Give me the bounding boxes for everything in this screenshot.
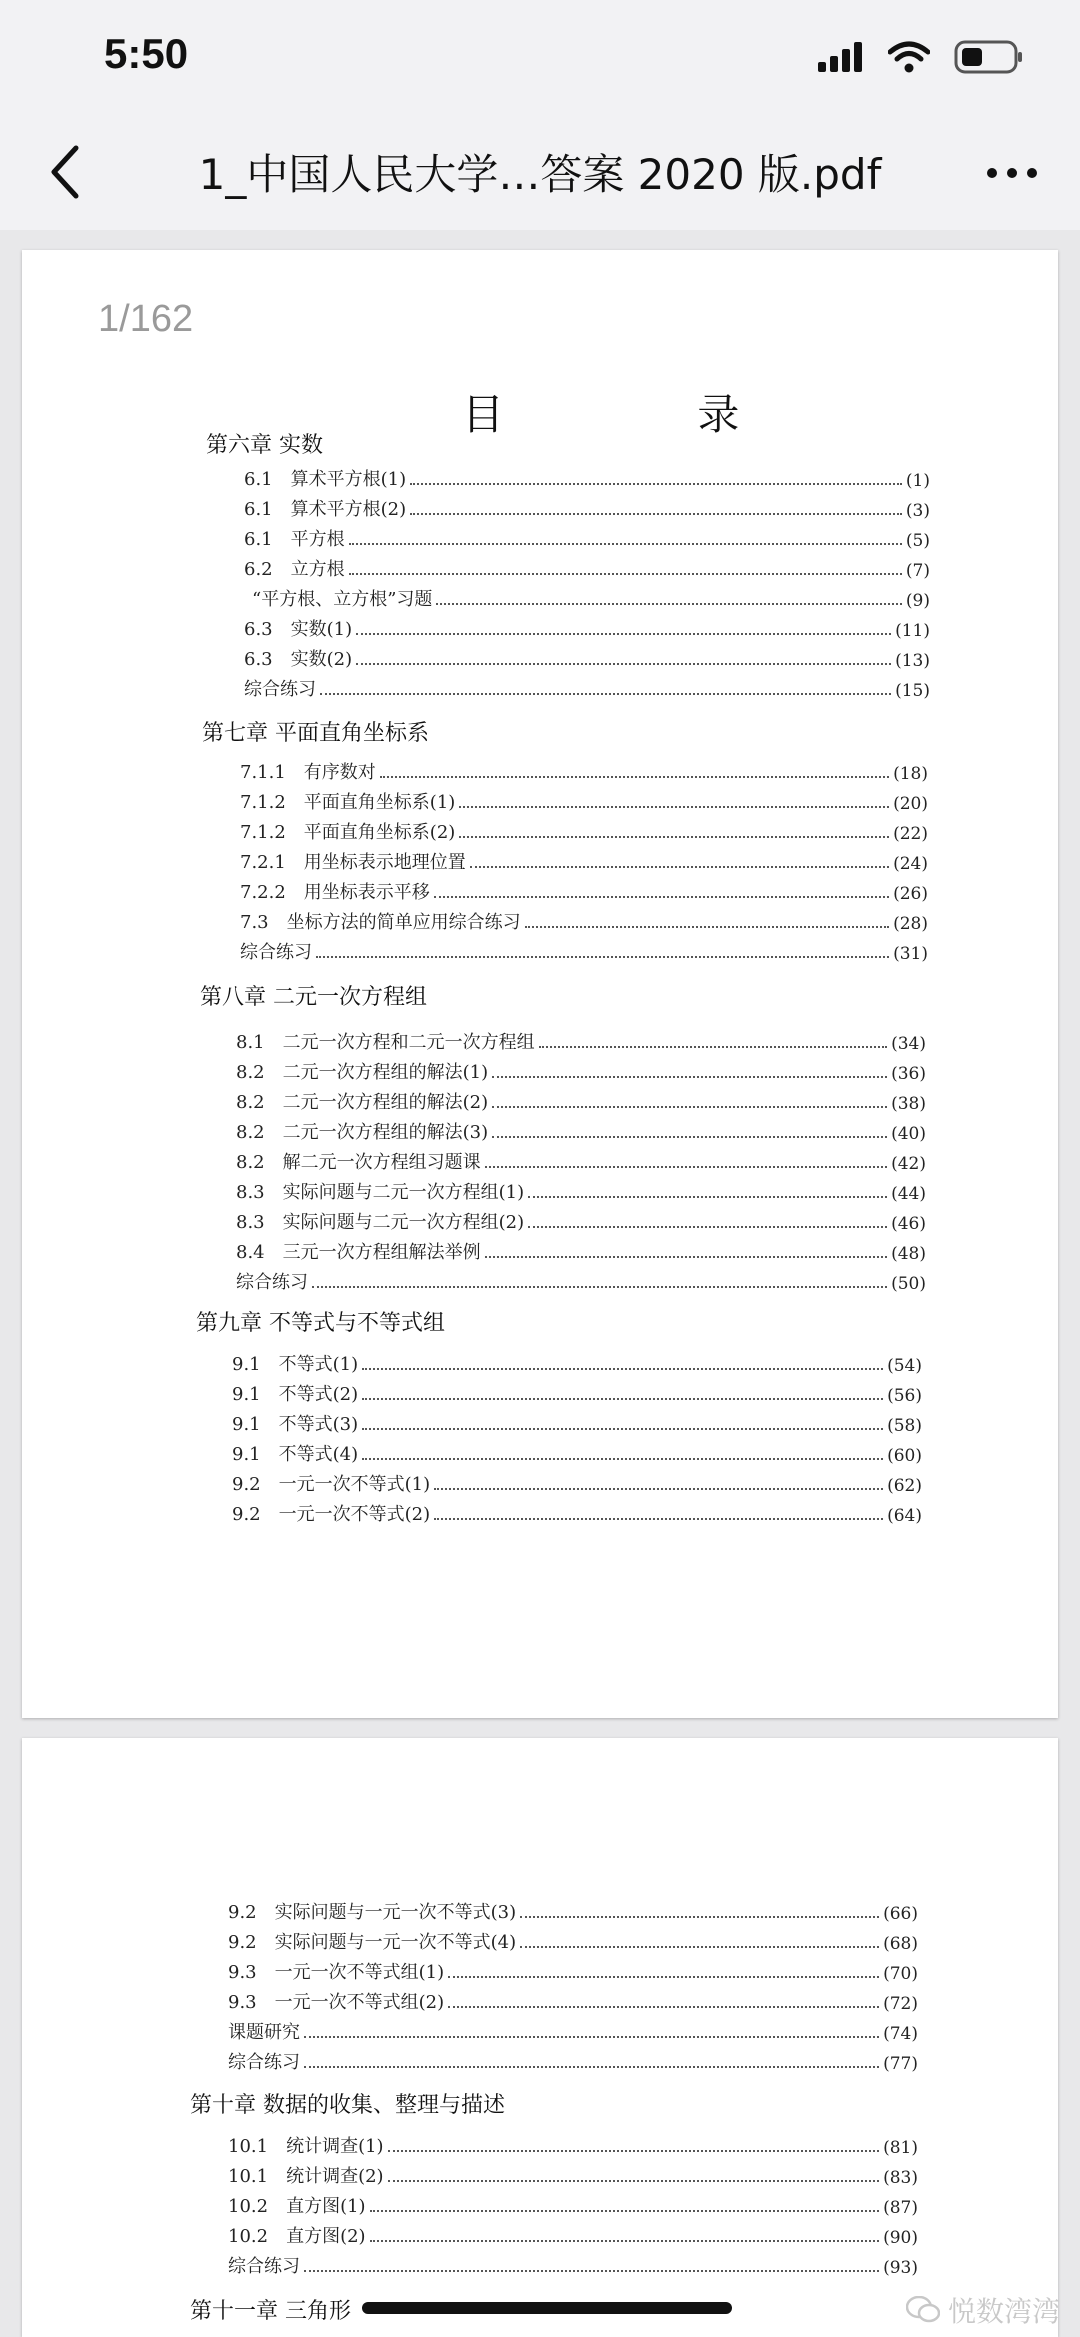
toc-entry-label: 9.1 不等式(3) <box>232 1414 359 1435</box>
toc-entry-page: (7) <box>905 561 930 581</box>
toc-entry-label: 8.3 实际问题与二元一次方程组(1) <box>236 1182 525 1203</box>
toc-entry[interactable] <box>240 878 928 904</box>
leader-dots <box>436 602 902 605</box>
leader-dots <box>316 955 889 958</box>
toc-entry[interactable] <box>228 2018 918 2044</box>
leader-dots <box>410 512 902 515</box>
toc-entry-label: 6.2 立方根 <box>244 559 345 580</box>
toc-entry-label: 综合练习 <box>236 1272 308 1293</box>
toc-entry[interactable] <box>228 2162 918 2188</box>
leader-dots <box>362 1367 883 1370</box>
back-chevron-icon[interactable] <box>40 140 96 204</box>
leader-dots <box>349 572 902 575</box>
toc-entry-label: 6.1 平方根 <box>244 529 345 550</box>
toc-entry-label: 8.2 二元一次方程组的解法(3) <box>236 1122 489 1143</box>
toc-entry[interactable] <box>240 818 928 844</box>
leader-dots <box>459 835 889 838</box>
leader-dots <box>370 2239 880 2242</box>
toc-entry-label: 8.1 二元一次方程和二元一次方程组 <box>236 1032 535 1053</box>
toc-entry-label: 10.2 直方图(1) <box>228 2196 366 2217</box>
toc-entry[interactable] <box>228 2192 918 2218</box>
toc-entry-page: (87) <box>883 2198 918 2218</box>
toc-entry[interactable] <box>244 525 930 551</box>
toc-entry[interactable] <box>232 1410 922 1436</box>
toc-entry-page: (34) <box>891 1034 926 1054</box>
toc-entry-label: 8.3 实际问题与二元一次方程组(2) <box>236 1212 525 1233</box>
battery-icon <box>954 40 1024 74</box>
toc-entry-page: (68) <box>883 1934 918 1954</box>
leader-dots <box>349 542 902 545</box>
toc-entry-label: 7.3 坐标方法的简单应用综合练习 <box>240 912 521 933</box>
toc-entry[interactable] <box>244 555 930 581</box>
toc-entry-page: (74) <box>883 2024 918 2044</box>
toc-entry-label: “平方根、立方根”习题 <box>252 589 433 610</box>
toc-entry-label: 7.1.2 平面直角坐标系(2) <box>240 822 456 843</box>
toc-entry-label: 课题研究 <box>228 2022 300 2043</box>
toc-entry-label: 8.2 二元一次方程组的解法(1) <box>236 1062 489 1083</box>
toc-entry-page: (72) <box>883 1994 918 2014</box>
leader-dots <box>492 1075 887 1078</box>
status-icons <box>818 40 1024 74</box>
toc-entry[interactable] <box>236 1268 926 1294</box>
toc-entry-page: (28) <box>893 914 928 934</box>
toc-entry-label: 9.2 一元一次不等式(2) <box>232 1504 431 1525</box>
toc-entry-label: 7.1.1 有序数对 <box>240 762 376 783</box>
toc-entry-page: (58) <box>887 1416 922 1436</box>
pdf-page-2[interactable] <box>22 1738 1058 2337</box>
toc-entry-page: (60) <box>887 1446 922 1466</box>
toc-entry-page: (93) <box>883 2258 918 2278</box>
toc-entry-label: 6.1 算术平方根(1) <box>244 469 407 490</box>
toc-entry[interactable] <box>232 1380 922 1406</box>
toc-entry-page: (54) <box>887 1356 922 1376</box>
toc-entry-label: 9.1 不等式(2) <box>232 1384 359 1405</box>
leader-dots <box>312 1285 887 1288</box>
toc-entry[interactable] <box>244 615 930 641</box>
leader-dots <box>520 1945 879 1948</box>
toc-entry[interactable] <box>244 495 930 521</box>
toc-entry-page: (46) <box>891 1214 926 1234</box>
toc-entry[interactable] <box>228 1988 918 2014</box>
toc-entry[interactable] <box>244 645 930 671</box>
toc-entry-page: (48) <box>891 1244 926 1264</box>
toc-entry[interactable] <box>232 1470 922 1496</box>
leader-dots <box>370 2209 880 2212</box>
leader-dots <box>356 632 891 635</box>
toc-entry-label: 10.1 统计调查(2) <box>228 2166 384 2187</box>
toc-entry[interactable] <box>236 1238 926 1264</box>
toc-entry-label: 9.3 一元一次不等式组(1) <box>228 1962 445 1983</box>
toc-entry-page: (90) <box>883 2228 918 2248</box>
toc-entry-label: 9.2 一元一次不等式(1) <box>232 1474 431 1495</box>
toc-entry[interactable] <box>236 1148 926 1174</box>
leader-dots <box>528 1195 887 1198</box>
chapter-title: 第十一章 三角形 <box>190 2299 351 2324</box>
toc-entry-label: 7.1.2 平面直角坐标系(1) <box>240 792 456 813</box>
toc-entry-label: 9.2 实际问题与一元一次不等式(4) <box>228 1932 517 1953</box>
toc-entry-label: 9.2 实际问题与一元一次不等式(3) <box>228 1902 517 1923</box>
toc-entry[interactable] <box>228 2048 918 2074</box>
toc-entry-page: (26) <box>893 884 928 904</box>
toc-entry-label: 10.1 统计调查(1) <box>228 2136 384 2157</box>
toc-entry[interactable] <box>232 1440 922 1466</box>
toc-entry-label: 8.4 三元一次方程组解法举例 <box>236 1242 481 1263</box>
wifi-icon <box>888 41 930 73</box>
toc-entry-label: 综合练习 <box>228 2256 300 2277</box>
document-title: 1_中国人民大学…答案 2020 版.pdf <box>198 150 882 199</box>
leader-dots <box>492 1105 887 1108</box>
leader-dots <box>520 1915 879 1918</box>
toc-entry[interactable] <box>236 1028 926 1054</box>
wechat-icon <box>906 2296 940 2324</box>
toc-entry-page: (18) <box>893 764 928 784</box>
toc-entry-label: 9.3 一元一次不等式组(2) <box>228 1992 445 2013</box>
toc-entry-page: (5) <box>905 531 930 551</box>
leader-dots <box>388 2149 880 2152</box>
toc-entry[interactable] <box>236 1208 926 1234</box>
toc-entry-label: 6.1 算术平方根(2) <box>244 499 407 520</box>
toc-entry[interactable] <box>236 1088 926 1114</box>
toc-entry-label: 7.2.2 用坐标表示平移 <box>240 882 430 903</box>
leader-dots <box>528 1225 887 1228</box>
toc-entry-label: 综合练习 <box>240 942 312 963</box>
leader-dots <box>304 2065 879 2068</box>
leader-dots <box>485 1255 887 1258</box>
watermark <box>906 2290 1060 2330</box>
leader-dots <box>448 2005 879 2008</box>
watermark-text: 悦数湾湾 <box>947 2295 1060 2328</box>
leader-dots <box>485 1165 887 1168</box>
toc-entry-page: (66) <box>883 1904 918 1924</box>
status-bar <box>0 0 1080 118</box>
more-options-icon[interactable] <box>982 148 1042 198</box>
nav-bar <box>0 118 1080 230</box>
leader-dots <box>434 1517 883 1520</box>
pdf-page-1[interactable] <box>22 250 1058 1718</box>
chapter-title: 第九章 不等式与不等式组 <box>196 1311 445 1336</box>
leader-dots <box>304 2035 879 2038</box>
toc-entry-page: (70) <box>883 1964 918 1984</box>
toc-entry[interactable] <box>228 1898 918 1924</box>
toc-entry-page: (77) <box>883 2054 918 2074</box>
toc-entry-page: (15) <box>895 681 930 701</box>
toc-entry[interactable] <box>240 788 928 814</box>
toc-entry-label: 9.1 不等式(1) <box>232 1354 359 1375</box>
home-indicator[interactable] <box>362 2302 732 2314</box>
leader-dots <box>434 895 889 898</box>
toc-entry-page: (64) <box>887 1506 922 1526</box>
toc-entry-page: (62) <box>887 1476 922 1496</box>
leader-dots <box>304 2269 879 2272</box>
toc-entry-label: 6.3 实数(1) <box>244 619 353 640</box>
leader-dots <box>470 865 889 868</box>
cellular-signal-icon <box>818 42 864 72</box>
toc-entry-page: (3) <box>905 501 930 521</box>
toc-entry-page: (20) <box>893 794 928 814</box>
toc-entry-label: 10.2 直方图(2) <box>228 2226 366 2247</box>
leader-dots <box>362 1457 883 1460</box>
toc-entry-label: 8.2 解二元一次方程组习题课 <box>236 1152 481 1173</box>
toc-entry-label: 综合练习 <box>244 679 316 700</box>
toc-entry[interactable] <box>228 1928 918 1954</box>
page-indicator: 1/162 <box>98 298 194 340</box>
toc-entry-page: (42) <box>891 1154 926 1174</box>
toc-entry[interactable] <box>228 2222 918 2248</box>
leader-dots <box>459 805 889 808</box>
toc-entry[interactable] <box>240 848 928 874</box>
status-time: 5:50 <box>104 30 189 77</box>
leader-dots <box>492 1135 887 1138</box>
leader-dots <box>356 662 891 665</box>
toc-entry[interactable] <box>244 465 930 491</box>
leader-dots <box>362 1397 883 1400</box>
toc-entry[interactable] <box>240 938 928 964</box>
toc-entry[interactable] <box>228 2132 918 2158</box>
toc-entry-label: 7.2.1 用坐标表示地理位置 <box>240 852 466 873</box>
toc-entry-page: (11) <box>895 621 930 641</box>
toc-entry[interactable] <box>228 1958 918 1984</box>
toc-entry-page: (83) <box>883 2168 918 2188</box>
leader-dots <box>380 775 889 778</box>
toc-entry-label: 8.2 二元一次方程组的解法(2) <box>236 1092 489 1113</box>
toc-entry[interactable] <box>232 1500 922 1526</box>
chapter-title: 第十章 数据的收集、整理与描述 <box>190 2093 505 2118</box>
toc-entry[interactable] <box>232 1350 922 1376</box>
leader-dots <box>410 482 902 485</box>
toc-entry[interactable] <box>228 2252 918 2278</box>
toc-entry[interactable] <box>244 675 930 701</box>
toc-entry[interactable] <box>236 1178 926 1204</box>
toc-entry-page: (36) <box>891 1064 926 1084</box>
toc-entry[interactable] <box>236 1118 926 1144</box>
toc-entry-page: (9) <box>905 591 930 611</box>
toc-entry-page: (13) <box>895 651 930 671</box>
chapter-title: 第七章 平面直角坐标系 <box>202 721 429 746</box>
toc-entry-page: (22) <box>893 824 928 844</box>
toc-entry[interactable] <box>240 758 928 784</box>
chapter-title: 第六章 实数 <box>206 433 323 458</box>
toc-entry-page: (24) <box>893 854 928 874</box>
leader-dots <box>320 692 891 695</box>
leader-dots <box>448 1975 879 1978</box>
leader-dots <box>434 1487 883 1490</box>
toc-entry-label: 6.3 实数(2) <box>244 649 353 670</box>
toc-entry[interactable] <box>236 1058 926 1084</box>
toc-entry-label: 9.1 不等式(4) <box>232 1444 359 1465</box>
leader-dots <box>388 2179 880 2182</box>
leader-dots <box>362 1427 883 1430</box>
toc-title: 目 录 <box>462 390 830 439</box>
toc-entry-page: (44) <box>891 1184 926 1204</box>
toc-entry[interactable] <box>252 585 930 611</box>
toc-entry-page: (38) <box>891 1094 926 1114</box>
chapter-title: 第八章 二元一次方程组 <box>200 985 427 1010</box>
toc-entry-page: (81) <box>883 2138 918 2158</box>
toc-entry-page: (56) <box>887 1386 922 1406</box>
toc-entry-page: (1) <box>905 471 930 491</box>
toc-entry[interactable] <box>240 908 928 934</box>
leader-dots <box>525 925 889 928</box>
toc-entry-page: (40) <box>891 1124 926 1144</box>
toc-entry-page: (50) <box>891 1274 926 1294</box>
leader-dots <box>539 1045 887 1048</box>
toc-entry-label: 综合练习 <box>228 2052 300 2073</box>
toc-entry-page: (31) <box>893 944 928 964</box>
